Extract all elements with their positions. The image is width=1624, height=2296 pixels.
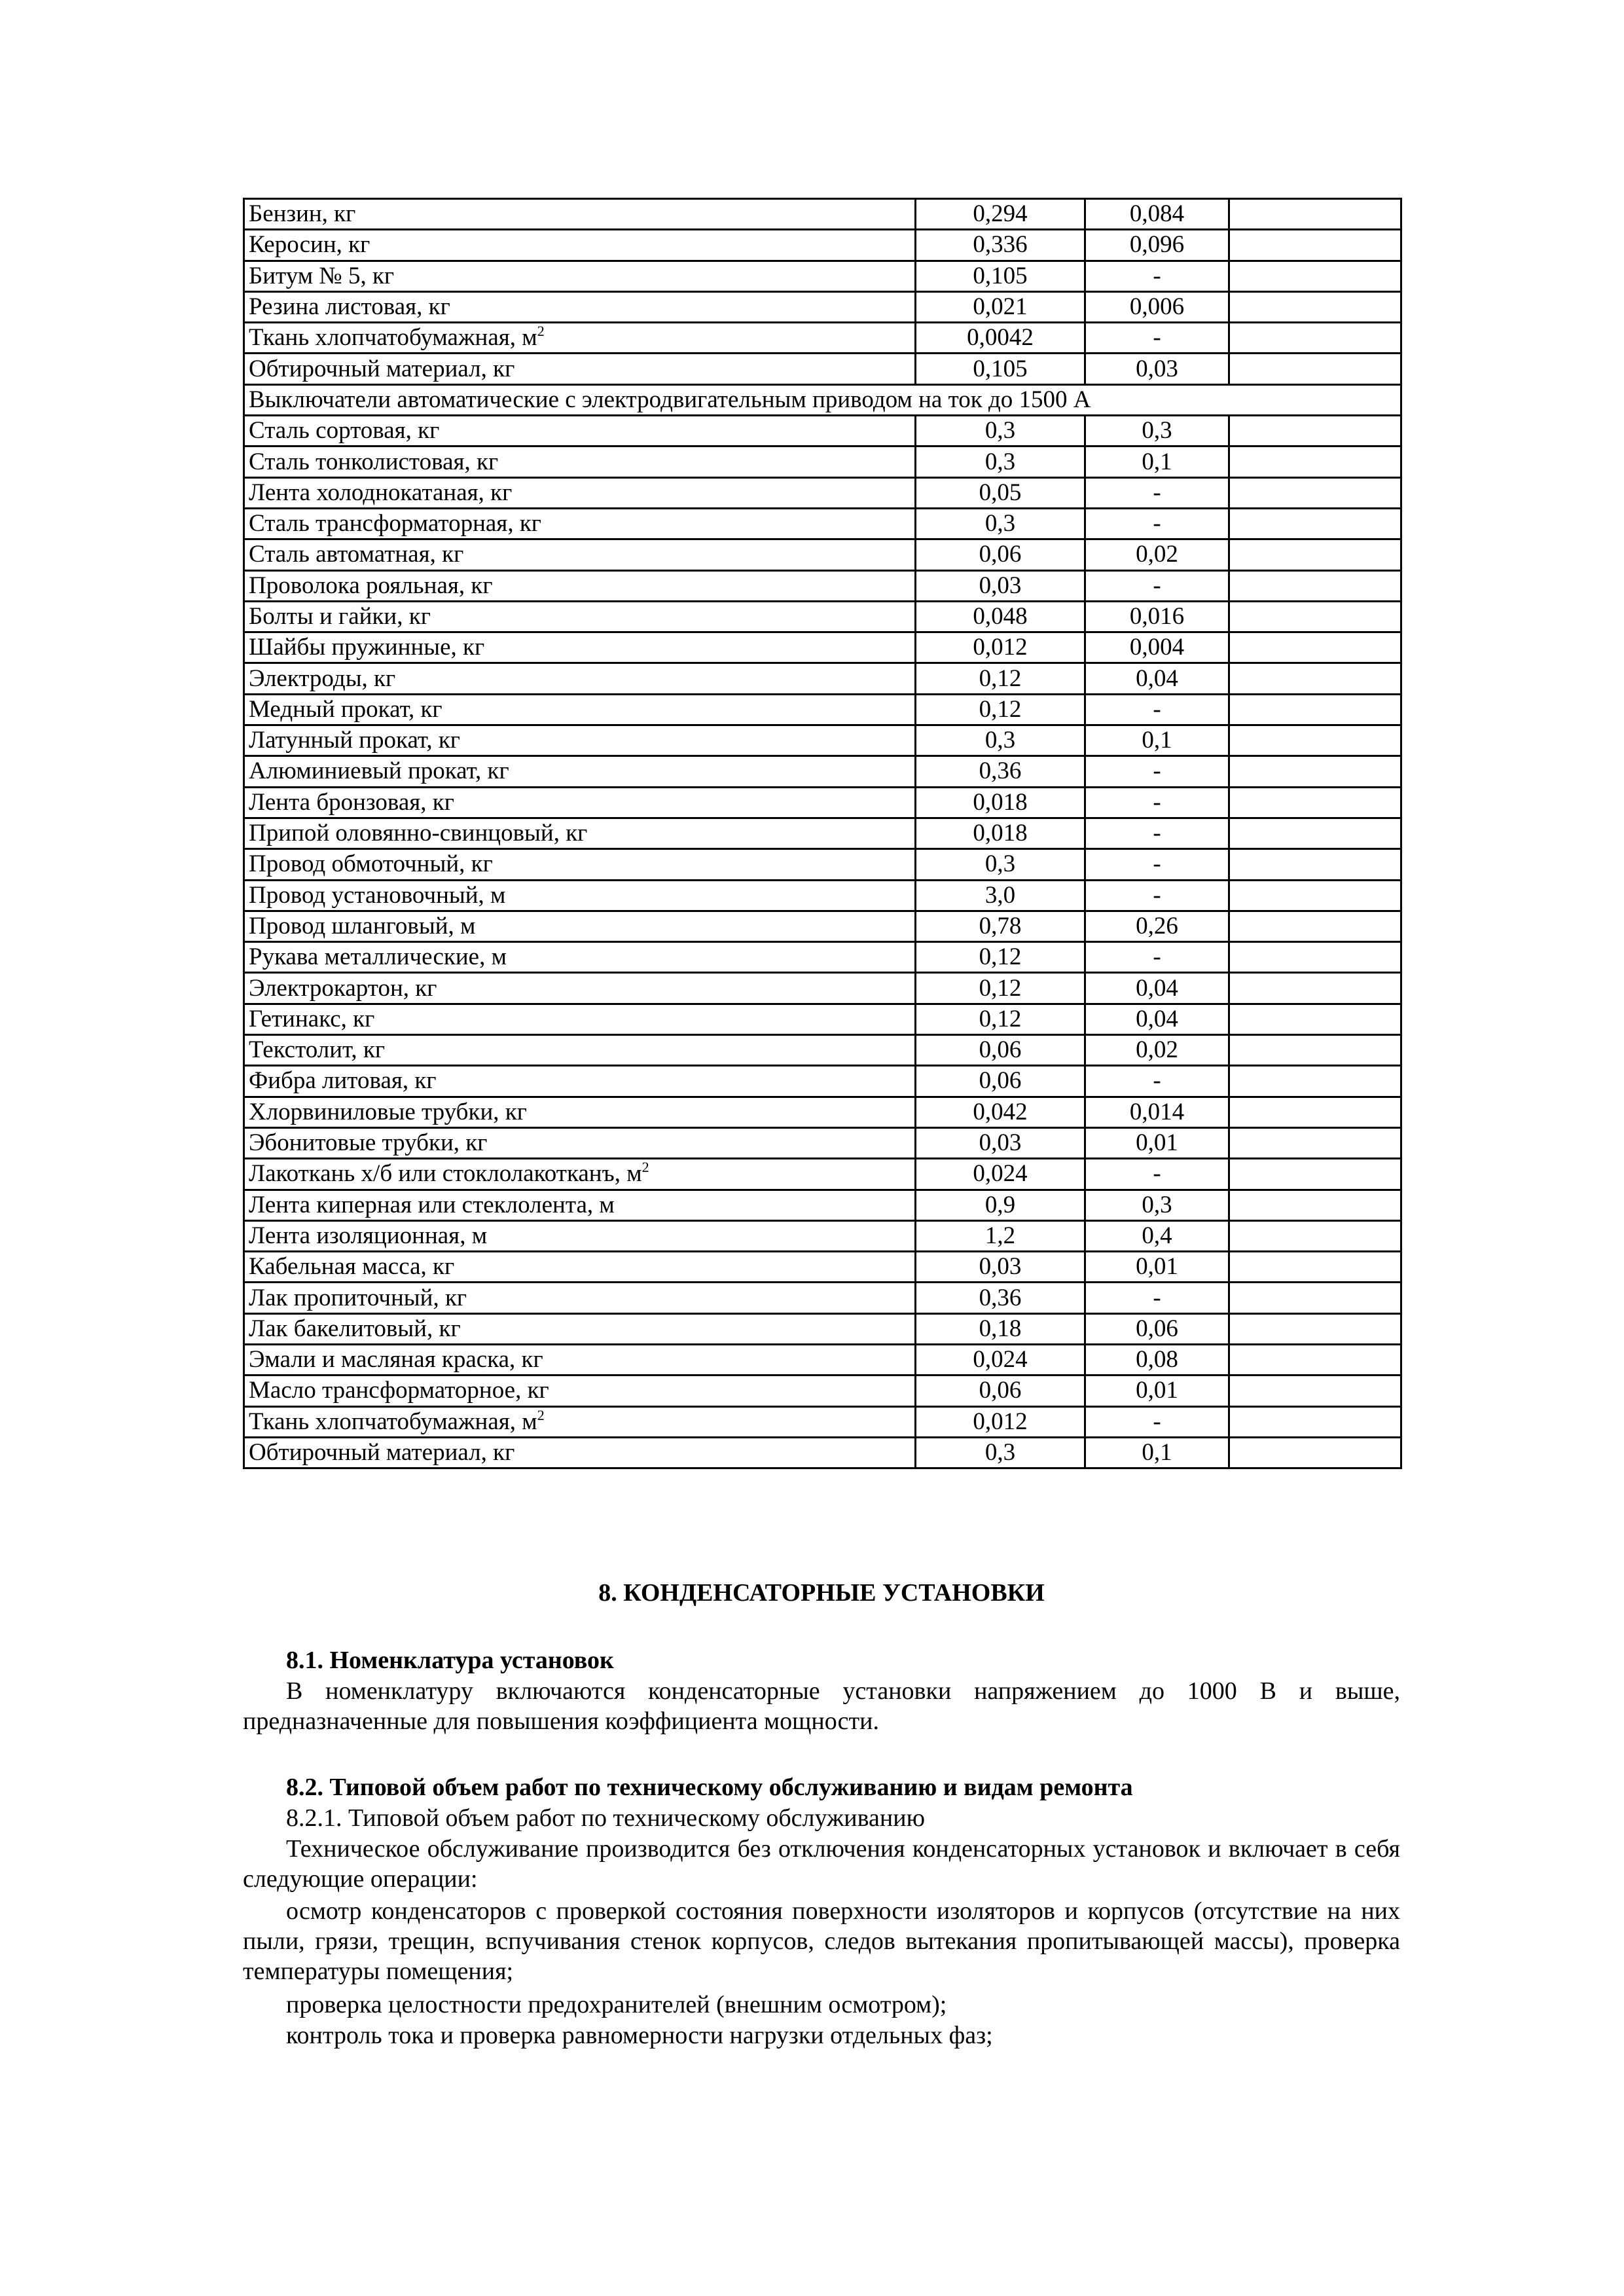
norm-value-v2: 0,084	[1085, 199, 1229, 230]
norm-value-v2: -	[1085, 508, 1229, 539]
norm-value-v1: 0,0042	[916, 323, 1085, 354]
material-name-cell	[244, 1283, 916, 1313]
material-name: Сталь трансформаторная, кг	[249, 510, 541, 538]
table-row	[244, 1159, 1401, 1190]
empty-cell	[1229, 942, 1401, 973]
material-name-cell	[244, 1159, 916, 1190]
material-name-cell	[244, 446, 916, 477]
paragraph-8-1: В номенклатуру включаются конденсаторные установки напряжением до 1000 В и выше, предназначенные для повышения коэффициента мощности.	[243, 1677, 1400, 1735]
norm-value-v2: 0,01	[1085, 1252, 1229, 1283]
table-row	[244, 663, 1401, 694]
material-name-cell	[244, 416, 916, 446]
norm-value-v1: 0,105	[916, 261, 1085, 291]
material-name: Фибра литовая, кг	[249, 1067, 437, 1095]
empty-cell	[1229, 725, 1401, 756]
empty-cell	[1229, 261, 1401, 291]
material-name-cell	[244, 1035, 916, 1066]
material-name-cell	[244, 199, 916, 230]
material-name-cell	[244, 539, 916, 570]
norm-value-v2: -	[1085, 880, 1229, 911]
empty-cell	[1229, 1066, 1401, 1097]
empty-cell	[1229, 539, 1401, 570]
material-name-cell	[244, 818, 916, 848]
material-name: Болты и гайки, кг	[249, 603, 431, 630]
table-row	[244, 1066, 1401, 1097]
norm-value-v1: 0,06	[916, 539, 1085, 570]
table-row	[244, 1190, 1401, 1220]
norm-value-v2: 0,1	[1085, 1437, 1229, 1468]
material-name-cell	[244, 570, 916, 601]
material-name-cell	[244, 1437, 916, 1468]
material-name-cell	[244, 291, 916, 322]
empty-cell	[1229, 818, 1401, 848]
material-name: Лак бакелитовый, кг	[249, 1315, 461, 1342]
norm-value-v1: 0,3	[916, 416, 1085, 446]
empty-cell	[1229, 911, 1401, 941]
table-row	[244, 539, 1401, 570]
material-name-cell	[244, 1313, 916, 1344]
norm-value-v2: 0,26	[1085, 911, 1229, 941]
material-name: Лента холоднокатаная, кг	[249, 479, 513, 506]
empty-cell	[1229, 1097, 1401, 1127]
empty-cell	[1229, 663, 1401, 694]
norm-value-v2: -	[1085, 1283, 1229, 1313]
empty-cell	[1229, 446, 1401, 477]
material-name: Латунный прокат, кг	[249, 727, 460, 754]
empty-cell	[1229, 1127, 1401, 1158]
material-name-cell	[244, 1252, 916, 1283]
material-name: Керосин, кг	[249, 231, 370, 259]
norm-value-v2: -	[1085, 818, 1229, 848]
norm-value-v2: 0,014	[1085, 1097, 1229, 1127]
material-name: Проволока рояльная, кг	[249, 572, 493, 599]
table-row	[244, 632, 1401, 663]
heading-8-2: 8.2. Типовой объем работ по техническому обслуживанию и видам ремонта	[286, 1774, 1133, 1801]
material-name-cell	[244, 601, 916, 632]
empty-cell	[1229, 632, 1401, 663]
norm-value-v2: 0,06	[1085, 1313, 1229, 1344]
norm-value-v2: 0,016	[1085, 601, 1229, 632]
empty-cell	[1229, 694, 1401, 725]
norm-value-v1: 0,3	[916, 508, 1085, 539]
table-row	[244, 570, 1401, 601]
paragraph-8-2-1: 8.2.1. Типовой объем работ по техническому обслуживанию	[286, 1804, 925, 1832]
norm-value-v1: 0,12	[916, 973, 1085, 1004]
paragraph-current: контроль тока и проверка равномерности нагрузки отдельных фаз;	[286, 2022, 993, 2049]
table-row	[244, 230, 1401, 261]
norm-value-v1: 0,012	[916, 632, 1085, 663]
table-row	[244, 354, 1401, 384]
norm-value-v1: 0,294	[916, 199, 1085, 230]
empty-cell	[1229, 1190, 1401, 1220]
table-row	[244, 787, 1401, 818]
table-row	[244, 1035, 1401, 1066]
empty-cell	[1229, 1283, 1401, 1313]
section-title: 8. КОНДЕНСАТОРНЫЕ УСТАНОВКИ	[598, 1579, 1045, 1607]
norm-value-v2: 0,02	[1085, 1035, 1229, 1066]
empty-cell	[1229, 1406, 1401, 1437]
norm-value-v1: 0,3	[916, 1437, 1085, 1468]
table-row	[244, 694, 1401, 725]
material-name-cell	[244, 1127, 916, 1158]
norm-value-v2: 0,096	[1085, 230, 1229, 261]
material-name: Сталь сортовая, кг	[249, 417, 440, 445]
norm-value-v2: 0,01	[1085, 1127, 1229, 1158]
norm-value-v2: 0,1	[1085, 446, 1229, 477]
norm-value-v1: 0,12	[916, 942, 1085, 973]
material-name: Лента изоляционная, м	[249, 1222, 488, 1249]
norm-value-v1: 0,12	[916, 694, 1085, 725]
norm-value-v1: 0,105	[916, 354, 1085, 384]
norm-value-v2: -	[1085, 323, 1229, 354]
norm-value-v2: 0,03	[1085, 354, 1229, 384]
norm-value-v1: 0,78	[916, 911, 1085, 941]
norm-value-v2: 0,01	[1085, 1376, 1229, 1406]
material-name-cell	[244, 663, 916, 694]
material-name-cell	[244, 477, 916, 508]
material-name: Электрокартон, кг	[249, 974, 437, 1002]
norm-value-v2: -	[1085, 849, 1229, 880]
norm-value-v1: 0,021	[916, 291, 1085, 322]
empty-cell	[1229, 1437, 1401, 1468]
norm-value-v1: 0,06	[916, 1376, 1085, 1406]
norm-value-v1: 0,03	[916, 1127, 1085, 1158]
paragraph-inspection: осмотр конденсаторов с проверкой состояния поверхности изоляторов и корпусов (отсутствие на них пыли, грязи, трещин, вспучивания стенок корпусов, следов вытекания пропитывающей массы), проверка температуры помещения;	[243, 1897, 1400, 1985]
table-row	[244, 1406, 1401, 1437]
empty-cell	[1229, 199, 1401, 230]
table-row	[244, 1313, 1401, 1344]
material-name-cell	[244, 787, 916, 818]
empty-cell	[1229, 1159, 1401, 1190]
table-row	[244, 199, 1401, 230]
empty-cell	[1229, 601, 1401, 632]
material-name-cell	[244, 725, 916, 756]
table-row	[244, 508, 1401, 539]
material-name: Бензин, кг	[249, 200, 356, 228]
empty-cell	[1229, 756, 1401, 787]
empty-cell	[1229, 849, 1401, 880]
material-name: Алюминиевый прокат, кг	[249, 757, 509, 785]
material-name-cell	[244, 756, 916, 787]
norm-value-v1: 0,06	[916, 1035, 1085, 1066]
table-row	[244, 601, 1401, 632]
heading-8-1: 8.1. Номенклатура установок	[286, 1647, 614, 1674]
table-row	[244, 1004, 1401, 1034]
table-row	[244, 1437, 1401, 1468]
empty-cell	[1229, 973, 1401, 1004]
norm-value-v2: -	[1085, 570, 1229, 601]
table-section-row	[244, 384, 1401, 415]
material-name-cell	[244, 1004, 916, 1034]
norm-value-v1: 0,36	[916, 756, 1085, 787]
materials-norms-table	[243, 198, 1402, 1469]
norm-value-v1: 0,042	[916, 1097, 1085, 1127]
material-name: Эмали и масляная краска, кг	[249, 1346, 543, 1374]
norm-value-v1: 0,36	[916, 1283, 1085, 1313]
material-name-cell	[244, 1097, 916, 1127]
material-name: Лента бронзовая, кг	[249, 788, 454, 816]
norm-value-v1: 0,012	[916, 1406, 1085, 1437]
table-row	[244, 973, 1401, 1004]
empty-cell	[1229, 1004, 1401, 1034]
material-name: Кабельная масса, кг	[249, 1253, 455, 1281]
material-name: Лента киперная или стеклолента, м	[249, 1191, 615, 1218]
norm-value-v1: 0,018	[916, 818, 1085, 848]
material-name: Резина листовая, кг	[249, 293, 450, 321]
material-name-cell	[244, 323, 916, 354]
table-row	[244, 1283, 1401, 1313]
norm-value-v1: 0,9	[916, 1190, 1085, 1220]
material-name-cell	[244, 1190, 916, 1220]
table-row	[244, 911, 1401, 941]
material-name-cell	[244, 911, 916, 941]
material-name: Шайбы пружинные, кг	[249, 634, 485, 661]
empty-cell	[1229, 1344, 1401, 1375]
material-name: Рукава металлические, м	[249, 943, 507, 971]
material-name: Ткань хлопчатобумажная, м	[249, 324, 537, 352]
norm-value-v2: 0,04	[1085, 1004, 1229, 1034]
norm-value-v2: 0,04	[1085, 663, 1229, 694]
material-name-cell	[244, 230, 916, 261]
material-name: Эбонитовые трубки, кг	[249, 1129, 488, 1157]
empty-cell	[1229, 354, 1401, 384]
norm-value-v2: 0,1	[1085, 725, 1229, 756]
material-name: Припой оловянно-свинцовый, кг	[249, 820, 588, 847]
norm-value-v1: 0,3	[916, 446, 1085, 477]
unit-superscript: 2	[641, 1159, 649, 1176]
norm-value-v2: 0,3	[1085, 1190, 1229, 1220]
table-row	[244, 1127, 1401, 1158]
table-row	[244, 291, 1401, 322]
material-name: Хлорвиниловые трубки, кг	[249, 1098, 527, 1125]
material-name-cell	[244, 354, 916, 384]
material-name-cell	[244, 1406, 916, 1437]
norm-value-v1: 0,05	[916, 477, 1085, 508]
table-row	[244, 849, 1401, 880]
material-name-cell	[244, 973, 916, 1004]
material-name-cell	[244, 849, 916, 880]
empty-cell	[1229, 1313, 1401, 1344]
norm-value-v2: -	[1085, 1406, 1229, 1437]
norm-value-v2: -	[1085, 942, 1229, 973]
material-name: Ткань хлопчатобумажная, м	[249, 1408, 537, 1435]
table-row	[244, 1220, 1401, 1251]
table-row	[244, 942, 1401, 973]
norm-value-v1: 0,12	[916, 663, 1085, 694]
norm-value-v2: 0,4	[1085, 1220, 1229, 1251]
table-row	[244, 477, 1401, 508]
norm-value-v2: 0,04	[1085, 973, 1229, 1004]
table-row	[244, 725, 1401, 756]
norm-value-v2: 0,004	[1085, 632, 1229, 663]
unit-superscript: 2	[537, 1406, 545, 1423]
paragraph-fuses: проверка целостности предохранителей (внешним осмотром);	[286, 1991, 947, 2018]
material-name: Текстолит, кг	[249, 1036, 386, 1064]
section-label: Выключатели автоматические с электродвигательным приводом на ток до 1500 А	[244, 384, 1401, 415]
table-row	[244, 818, 1401, 848]
material-name: Масло трансформаторное, кг	[249, 1377, 549, 1404]
material-name-cell	[244, 508, 916, 539]
norm-value-v2: -	[1085, 694, 1229, 725]
norm-value-v2: 0,02	[1085, 539, 1229, 570]
empty-cell	[1229, 1035, 1401, 1066]
material-name-cell	[244, 1220, 916, 1251]
material-name: Лак пропиточный, кг	[249, 1284, 467, 1311]
norm-value-v2: 0,3	[1085, 416, 1229, 446]
table-row	[244, 1376, 1401, 1406]
table-row	[244, 1097, 1401, 1127]
material-name: Битум № 5, кг	[249, 262, 395, 289]
norm-value-v1: 0,048	[916, 601, 1085, 632]
empty-cell	[1229, 880, 1401, 911]
empty-cell	[1229, 508, 1401, 539]
norm-value-v1: 0,3	[916, 725, 1085, 756]
materials-table-body	[244, 199, 1401, 1468]
norm-value-v2: -	[1085, 1159, 1229, 1190]
material-name-cell	[244, 942, 916, 973]
table-row	[244, 880, 1401, 911]
norm-value-v1: 0,024	[916, 1344, 1085, 1375]
norm-value-v1: 0,3	[916, 849, 1085, 880]
material-name: Лакоткань х/б или стоклолакотканъ, м	[249, 1160, 642, 1188]
norm-value-v1: 0,18	[916, 1313, 1085, 1344]
material-name-cell	[244, 880, 916, 911]
empty-cell	[1229, 416, 1401, 446]
material-name: Обтирочный материал, кг	[249, 355, 515, 382]
norm-value-v1: 0,03	[916, 570, 1085, 601]
material-name: Сталь тонколистовая, кг	[249, 448, 499, 475]
table-row	[244, 446, 1401, 477]
table-row	[244, 1344, 1401, 1375]
material-name-cell	[244, 261, 916, 291]
unit-superscript: 2	[537, 323, 545, 340]
norm-value-v2: -	[1085, 756, 1229, 787]
table-row	[244, 756, 1401, 787]
norm-value-v2: -	[1085, 1066, 1229, 1097]
norm-value-v1: 0,06	[916, 1066, 1085, 1097]
material-name: Провод установочный, м	[249, 881, 506, 909]
norm-value-v1: 3,0	[916, 880, 1085, 911]
norm-value-v1: 0,018	[916, 787, 1085, 818]
norm-value-v1: 0,024	[916, 1159, 1085, 1190]
material-name: Сталь автоматная, кг	[249, 541, 464, 568]
empty-cell	[1229, 570, 1401, 601]
empty-cell	[1229, 230, 1401, 261]
empty-cell	[1229, 1252, 1401, 1283]
norm-value-v1: 0,12	[916, 1004, 1085, 1034]
empty-cell	[1229, 1376, 1401, 1406]
empty-cell	[1229, 323, 1401, 354]
material-name: Электроды, кг	[249, 665, 396, 692]
empty-cell	[1229, 477, 1401, 508]
table-row	[244, 323, 1401, 354]
norm-value-v2: 0,08	[1085, 1344, 1229, 1375]
norm-value-v2: -	[1085, 477, 1229, 508]
norm-value-v1: 1,2	[916, 1220, 1085, 1251]
material-name: Гетинакс, кг	[249, 1005, 375, 1032]
table-row	[244, 416, 1401, 446]
material-name-cell	[244, 1376, 916, 1406]
paragraph-tech-service: Техническое обслуживание производится без отключения конденсаторных установок и включает в себя следующие операции:	[243, 1835, 1400, 1893]
material-name: Обтирочный материал, кг	[249, 1439, 515, 1467]
norm-value-v2: 0,006	[1085, 291, 1229, 322]
empty-cell	[1229, 1220, 1401, 1251]
norm-value-v1: 0,03	[916, 1252, 1085, 1283]
material-name-cell	[244, 1066, 916, 1097]
material-name: Провод шланговый, м	[249, 912, 476, 939]
empty-cell	[1229, 787, 1401, 818]
norm-value-v1: 0,336	[916, 230, 1085, 261]
material-name-cell	[244, 694, 916, 725]
norm-value-v2: -	[1085, 787, 1229, 818]
norm-value-v2: -	[1085, 261, 1229, 291]
material-name-cell	[244, 632, 916, 663]
material-name: Провод обмоточный, кг	[249, 850, 493, 878]
material-name: Медный прокат, кг	[249, 695, 442, 723]
table-row	[244, 261, 1401, 291]
table-row	[244, 1252, 1401, 1283]
material-name-cell	[244, 1344, 916, 1375]
empty-cell	[1229, 291, 1401, 322]
